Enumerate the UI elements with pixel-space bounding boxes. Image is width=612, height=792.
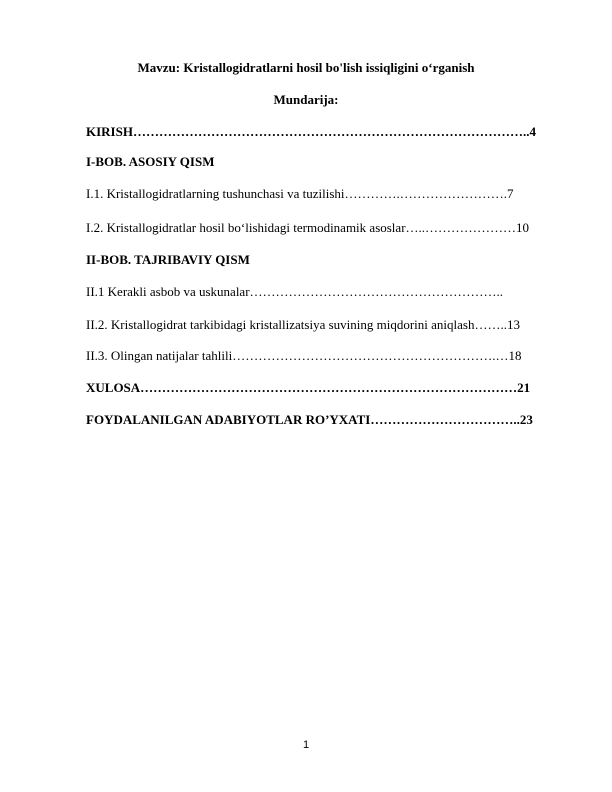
toc-entry-2-1: II.1 Kerakli asbob va uskunalar………………………………………………….. bbox=[86, 284, 504, 299]
toc-entry-kirish: KIRISH………………………………………………………………………………..4 bbox=[86, 124, 536, 139]
toc-chapter-2: II-BOB. TAJRIBAVIY QISM bbox=[86, 252, 250, 267]
document-title: Mavzu: Kristallogidratlarni hosil bo'lish issiqligini o‘rganish bbox=[137, 60, 475, 75]
toc-entry-2-2: II.2. Kristallogidrat tarkibidagi kristallizatsiya suvining miqdorini aniqlash……..13 bbox=[86, 317, 520, 332]
toc-chapter-1: I-BOB. ASOSIY QISM bbox=[86, 154, 215, 169]
page-number: 1 bbox=[302, 739, 310, 751]
contents-heading: Mundarija: bbox=[273, 92, 339, 107]
toc-entry-references: FOYDALANILGAN ADABIYOTLAR RO’YXATI……………………………..23 bbox=[86, 412, 533, 427]
toc-entry-xulosa: XULOSA……………………………………………………………………………21 bbox=[86, 380, 531, 395]
toc-entry-1-1: I.1. Kristallogidratlarning tushunchasi va tuzilishi………….…………………….7 bbox=[86, 186, 514, 201]
toc-entry-1-2: I.2. Kristallogidratlar hosil bo‘lishidagi termodinamik asoslar…..…………………10 bbox=[86, 220, 530, 235]
toc-entry-2-3: II.3. Olingan natijalar tahlili…………………………………………………….…18 bbox=[86, 348, 522, 363]
